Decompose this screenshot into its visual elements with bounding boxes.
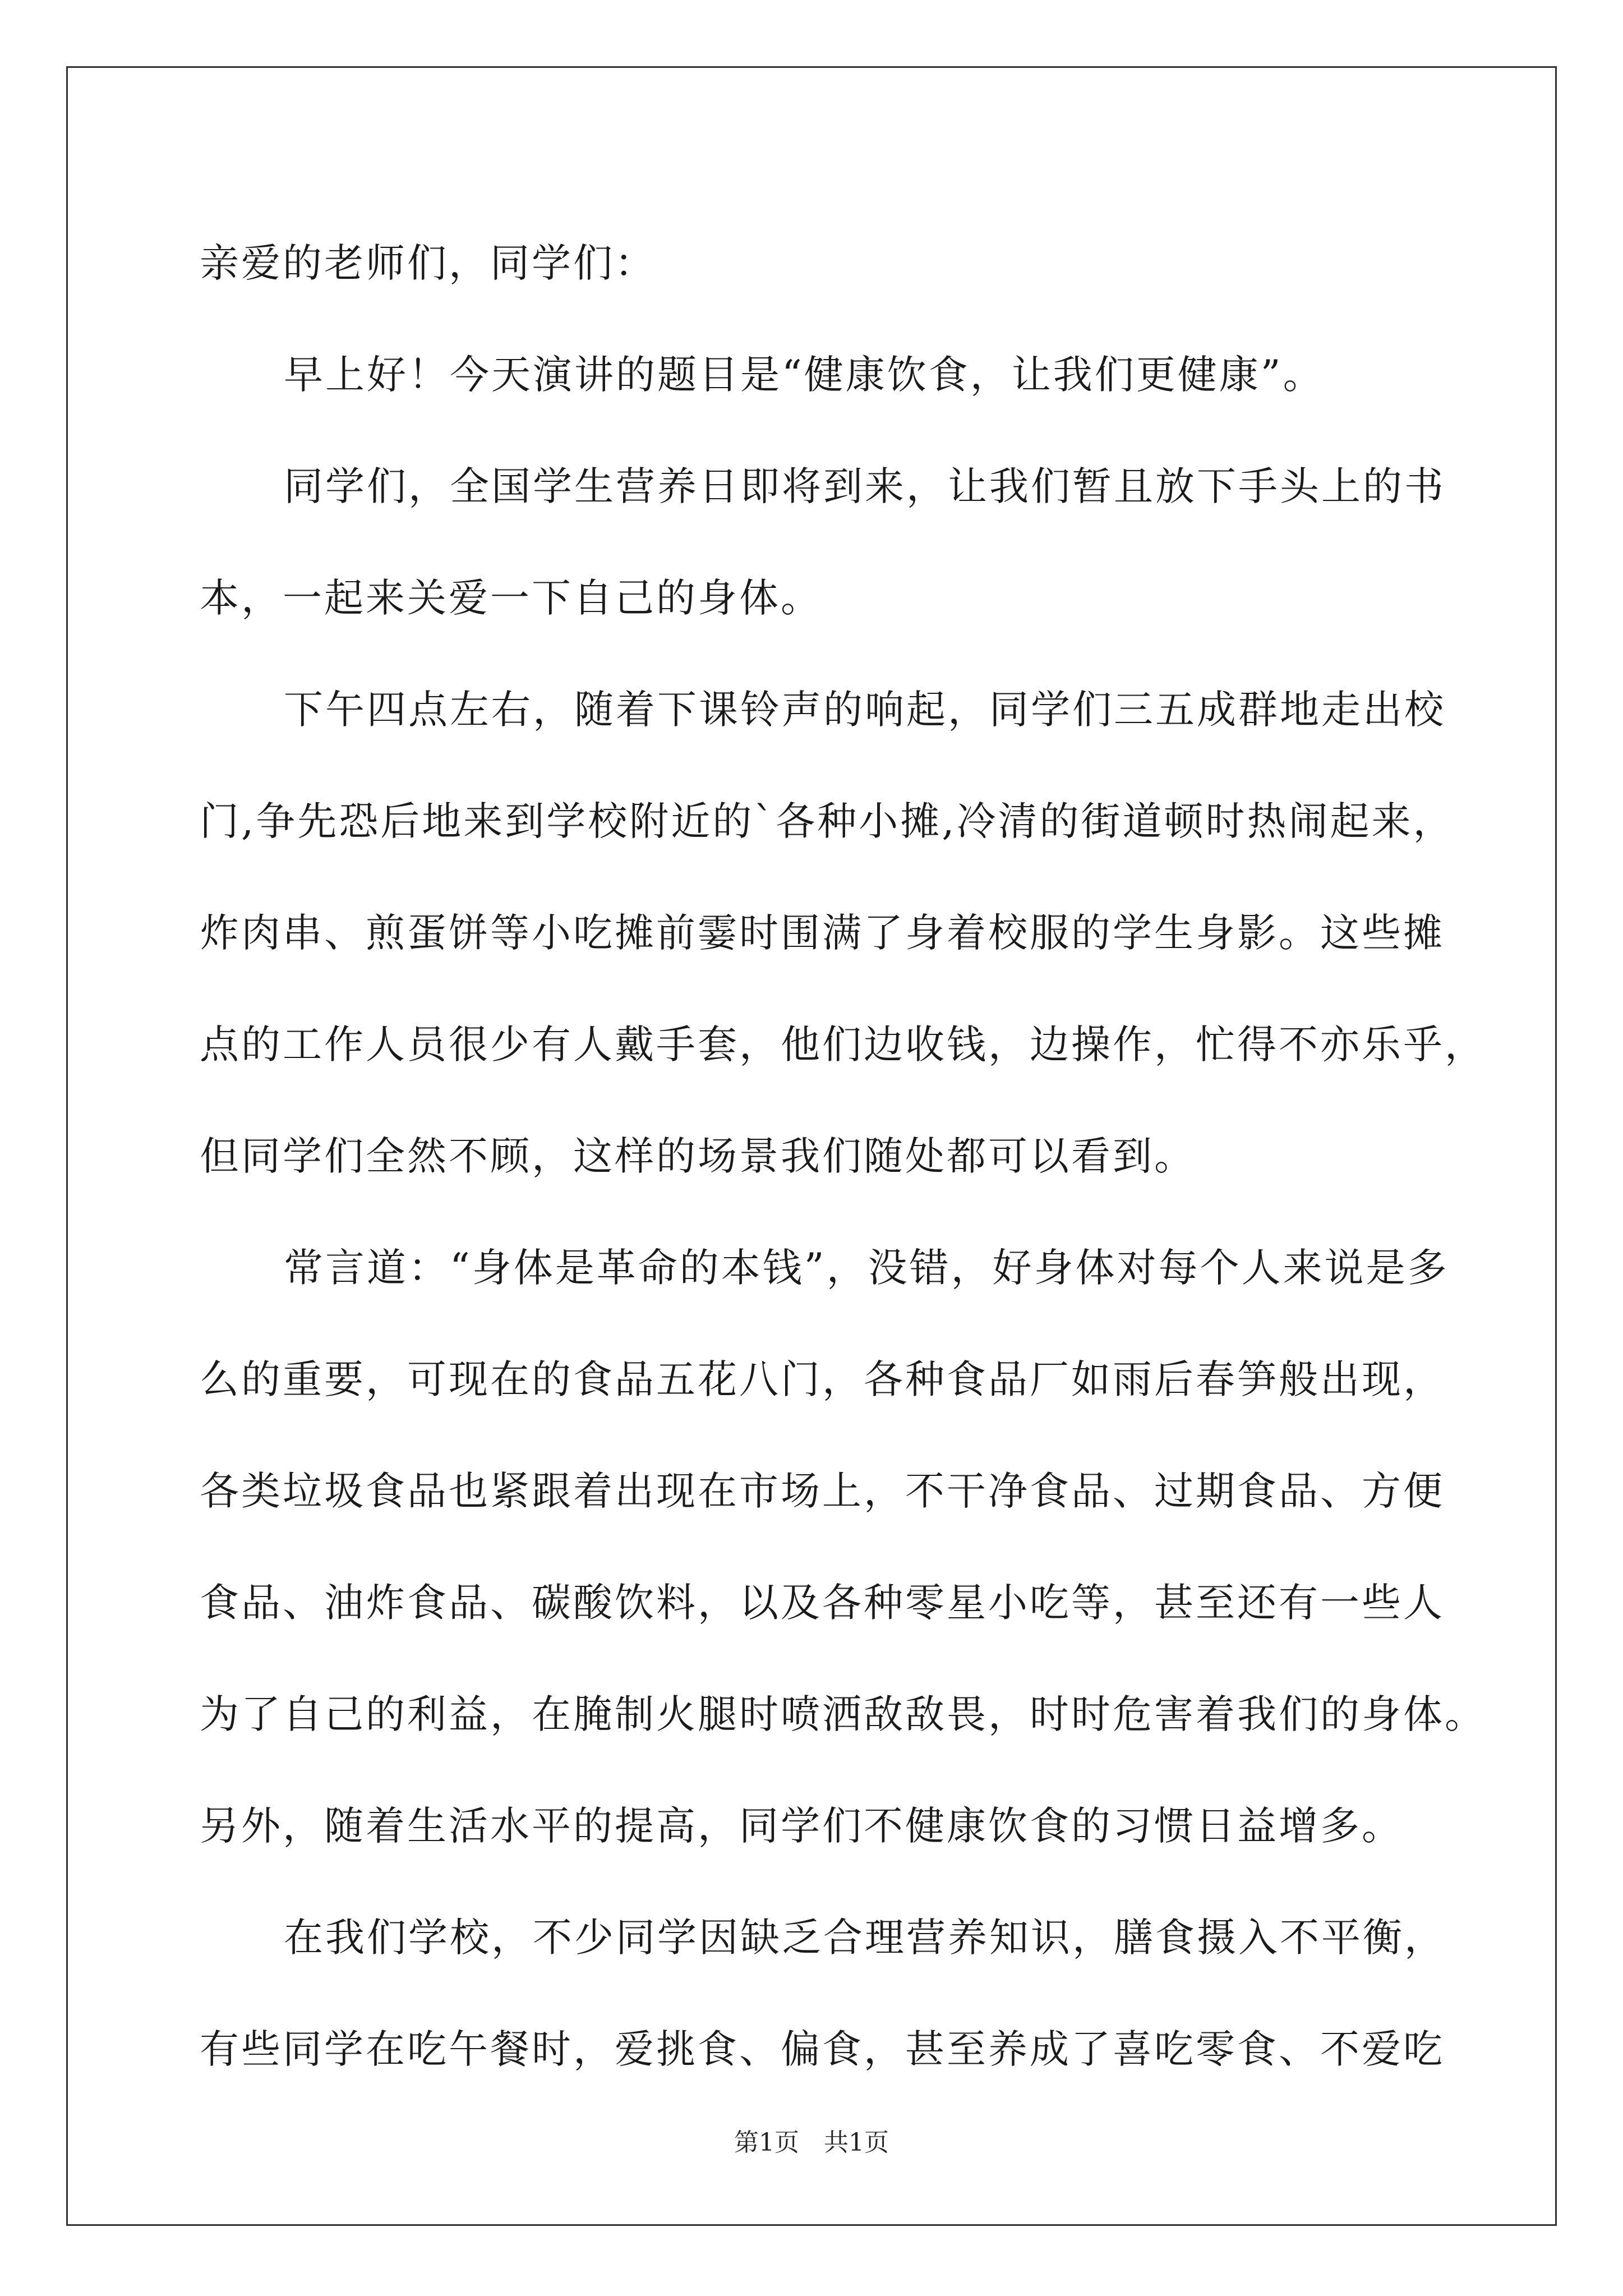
paragraph-line: 下午四点左右，随着下课铃声的响起，同学们三五成群地走出校 [284,687,1446,733]
paragraph-line: 有些同学在吃午餐时，爱挑食、偏食，甚至养成了喜吃零食、不爱吃 [200,2026,1445,2072]
paragraph-line: 为了自己的利益，在腌制火腿时喷洒敌敌畏，时时危害着我们的身体。 [200,1691,1486,1737]
greeting-line: 早上好！今天演讲的题目是“健康饮食，让我们更健康”。 [284,352,1325,398]
paragraph-line: 各类垃圾食品也紧跟着出现在市场上，不干净食品、过期食品、方便 [200,1468,1445,1514]
paragraph-line: 食品、油炸食品、碳酸饮料，以及各种零星小吃等，甚至还有一些人 [200,1580,1445,1626]
page-number-footer: 第1页 共1页 [734,2128,889,2157]
paragraph-line: 另外，随着生活水平的提高，同学们不健康饮食的习惯日益增多。 [200,1803,1403,1849]
paragraph-line: 么的重要，可现在的食品五花八门，各种食品厂如雨后春笋般出现， [200,1356,1445,1402]
document-body [200,208,1486,2105]
paragraph-line: 本，一起来关爱一下自己的身体。 [200,575,822,621]
paragraph-line: 在我们学校，不少同学因缺乏合理营养知识，膳食摄入不平衡， [284,1915,1446,1961]
paragraph-line: 同学们，全国学生营养日即将到来，让我们暂且放下手头上的书 [284,463,1446,509]
salutation-line: 亲爱的老师们，同学们： [200,240,656,286]
paragraph-line: 常言道：“身体是革命的本钱”，没错，好身体对每个人来说是多 [284,1245,1449,1291]
paragraph-line: 点的工作人员很少有人戴手套，他们边收钱，边操作，忙得不亦乐乎， [200,1022,1486,1068]
paragraph-line: 门,争先恐后地来到学校附近的`各种小摊,冷清的街道顿时热闹起来， [200,798,1455,844]
paragraph-line: 炸肉串、煎蛋饼等小吃摊前霎时围满了身着校服的学生身影。这些摊 [200,910,1445,956]
paragraph-line: 但同学们全然不顾，这样的场景我们随处都可以看到。 [200,1133,1196,1179]
